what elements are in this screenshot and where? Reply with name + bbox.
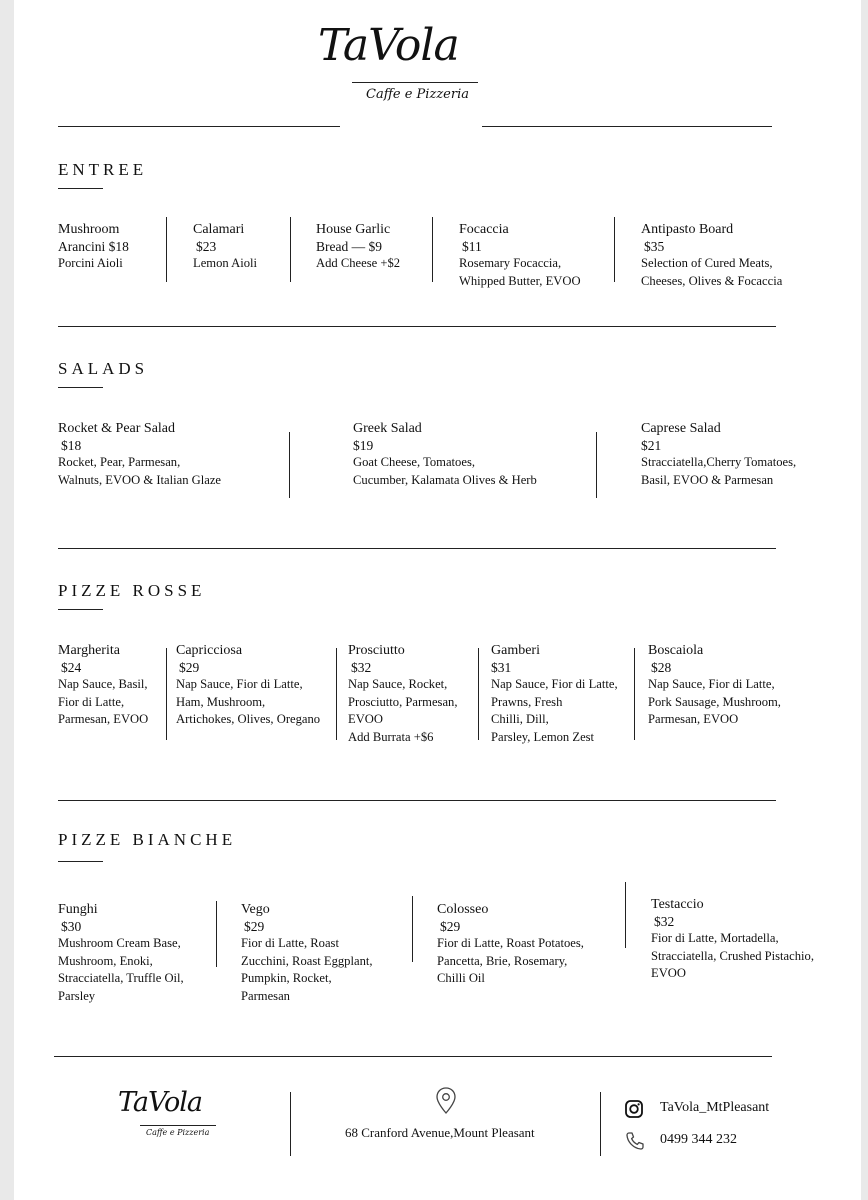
header-divider-right: [482, 126, 772, 127]
item-desc: Parmesan, EVOO: [648, 712, 739, 726]
header-logo: [314, 10, 494, 110]
item-name: Antipasto Board: [641, 222, 734, 237]
item-desc: Parsley: [58, 988, 96, 1003]
item-price: $23: [196, 239, 217, 254]
item-desc: Ham, Mushroom,: [176, 694, 266, 709]
item-desc: Zucchini, Roast Eggplant,: [241, 953, 373, 968]
item-desc: Prawns, Fresh: [491, 694, 563, 709]
item-name: Boscaiola: [648, 643, 704, 658]
footer-logo: [114, 1085, 224, 1145]
item-desc: Nap Sauce, Fior di Latte,: [491, 677, 618, 691]
item-desc: Rocket, Pear, Parmesan,: [58, 455, 181, 469]
item-desc: Porcini Aioli: [58, 256, 123, 270]
item-desc: Chilli Oil: [437, 971, 485, 985]
menu-item: [58, 420, 221, 489]
header-divider-left: [58, 126, 340, 127]
section-underline: [58, 609, 103, 610]
item-name: Testaccio: [651, 897, 704, 912]
phone-number[interactable]: 0499 344 232: [660, 1132, 737, 1147]
column-divider: [166, 217, 167, 282]
item-name: Calamari: [193, 222, 245, 237]
footer-logo-wordmark: TaVola: [118, 1087, 203, 1118]
menu-item: [58, 901, 184, 1005]
item-desc: EVOO: [348, 712, 383, 726]
menu-item: [459, 221, 581, 290]
section-divider: [58, 800, 776, 801]
item-desc: Goat Cheese, Tomatoes,: [353, 455, 475, 469]
section-underline: [58, 188, 103, 189]
item-desc: Add Burrata +$6: [348, 729, 434, 744]
column-divider: [634, 648, 635, 740]
item-name: Vego: [241, 902, 270, 917]
item-desc: Fior di Latte,: [58, 694, 125, 709]
column-divider: [478, 648, 479, 740]
item-price: $35: [644, 239, 665, 254]
column-divider: [412, 896, 413, 962]
item-desc: Nap Sauce, Rocket,: [348, 677, 448, 691]
item-desc: Artichokes, Olives, Oregano: [176, 712, 321, 726]
item-price: $29: [244, 919, 265, 934]
menu-item: [193, 221, 257, 273]
item-name: Mushroom: [58, 222, 120, 237]
menu-page: [14, 0, 861, 1200]
column-divider: [625, 882, 626, 948]
item-name: Rocket & Pear Salad: [58, 421, 176, 436]
item-desc: Nap Sauce, Fior di Latte,: [176, 677, 303, 691]
location-pin-icon: [434, 1086, 458, 1116]
menu-item: [316, 221, 400, 273]
item-desc: Fior di Latte, Roast Potatoes,: [437, 936, 584, 950]
item-desc: Whipped Butter, EVOO: [459, 273, 581, 288]
section-underline: [58, 861, 103, 862]
item-desc: Stracciatella, Crushed Pistachio,: [651, 948, 814, 963]
item-desc: Fior di Latte, Mortadella,: [651, 931, 779, 945]
item-price: $29: [179, 660, 200, 675]
item-name: Focaccia: [459, 222, 509, 237]
menu-item: [58, 642, 148, 729]
menu-item: [348, 642, 457, 746]
item-price: $31: [491, 660, 512, 675]
item-price: $11: [462, 239, 482, 254]
item-desc: Selection of Cured Meats,: [641, 256, 773, 270]
section-title-entree: ENTREE: [58, 160, 148, 179]
item-desc: Prosciutto, Parmesan,: [348, 694, 458, 709]
menu-item: [648, 642, 781, 729]
menu-item: [491, 642, 618, 746]
item-price: $28: [651, 660, 672, 675]
item-name: Capricciosa: [176, 643, 243, 658]
menu-item: [641, 420, 796, 489]
menu-item: [241, 901, 373, 1005]
column-divider: [596, 432, 597, 498]
item-price: Arancini $18: [58, 239, 129, 254]
item-name: House Garlic: [316, 222, 391, 237]
item-price: Bread — $9: [316, 239, 382, 254]
item-name: Gamberi: [491, 643, 540, 658]
item-desc: Pumpkin, Rocket,: [241, 971, 332, 985]
item-desc: Mushroom Cream Base,: [58, 936, 181, 950]
item-desc: Nap Sauce, Fior di Latte,: [648, 677, 775, 691]
item-name: Colosseo: [437, 902, 489, 917]
section-underline: [58, 387, 103, 388]
item-desc: EVOO: [651, 966, 686, 980]
item-price: $32: [351, 660, 372, 675]
footer-logo-underline: [140, 1125, 216, 1126]
item-price: $19: [353, 438, 374, 453]
item-price: $32: [654, 914, 675, 929]
item-desc: Stracciatella,Cherry Tomatoes,: [641, 455, 797, 469]
column-divider: [432, 217, 433, 282]
item-price: $30: [61, 919, 82, 934]
footer-divider: [54, 1056, 772, 1057]
section-title-pizze-rosse: PIZZE ROSSE: [58, 581, 206, 600]
item-desc: Chilli, Dill,: [491, 712, 549, 726]
menu-item: [176, 642, 320, 729]
item-desc: Parmesan: [241, 988, 290, 1003]
item-desc: Parsley, Lemon Zest: [491, 729, 595, 744]
item-price: $18: [61, 438, 82, 453]
item-price: $29: [440, 919, 461, 934]
footer-divider-vertical: [290, 1092, 291, 1156]
item-desc: Rosemary Focaccia,: [459, 256, 562, 270]
menu-item: [651, 896, 814, 983]
item-desc: Lemon Aioli: [193, 256, 258, 270]
item-desc: Stracciatella, Truffle Oil,: [58, 971, 184, 985]
item-desc: Add Cheese +$2: [316, 256, 401, 270]
column-divider: [289, 432, 290, 498]
item-name: Caprese Salad: [641, 421, 721, 436]
instagram-icon[interactable]: [624, 1099, 644, 1119]
logo-tagline: Caffe e Pizzeria: [366, 87, 469, 102]
section-divider: [58, 548, 776, 549]
phone-icon[interactable]: [624, 1130, 646, 1152]
item-price: $24: [61, 660, 82, 675]
column-divider: [216, 901, 217, 967]
section-divider: [58, 326, 776, 327]
section-title-pizze-bianche: PIZZE BIANCHE: [58, 830, 237, 849]
item-desc: Pancetta, Brie, Rosemary,: [437, 953, 568, 968]
item-price: $21: [641, 438, 662, 453]
footer-divider-vertical: [600, 1092, 601, 1156]
item-desc: Walnuts, EVOO & Italian Glaze: [58, 472, 222, 487]
menu-item: [353, 420, 537, 489]
item-desc: Cheeses, Olives & Focaccia: [641, 273, 783, 288]
column-divider: [290, 217, 291, 282]
item-name: Margherita: [58, 643, 120, 658]
footer-logo-tagline: Caffe e Pizzeria: [146, 1128, 210, 1137]
column-divider: [336, 648, 337, 740]
menu-item: [437, 901, 584, 988]
item-name: Prosciutto: [348, 643, 405, 658]
column-divider: [166, 648, 167, 740]
item-desc: Fior di Latte, Roast: [241, 936, 339, 950]
instagram-handle[interactable]: TaVola_MtPleasant: [660, 1100, 770, 1115]
item-name: Greek Salad: [353, 421, 422, 436]
item-name: Funghi: [58, 902, 98, 917]
item-desc: Cucumber, Kalamata Olives & Herb: [353, 472, 537, 487]
logo-wordmark: TaVola: [318, 20, 459, 71]
item-desc: Pork Sausage, Mushroom,: [648, 694, 781, 709]
logo-underline: [352, 82, 478, 83]
item-desc: Mushroom, Enoki,: [58, 953, 153, 968]
item-desc: Nap Sauce, Basil,: [58, 677, 148, 691]
item-desc: Basil, EVOO & Parmesan: [641, 472, 774, 487]
menu-item: [58, 221, 129, 273]
footer-address: 68 Cranford Avenue,Mount Pleasant: [345, 1125, 535, 1140]
menu-item: [641, 221, 782, 290]
column-divider: [614, 217, 615, 282]
item-desc: Parmesan, EVOO: [58, 712, 149, 726]
section-title-salads: SALADS: [58, 359, 149, 378]
